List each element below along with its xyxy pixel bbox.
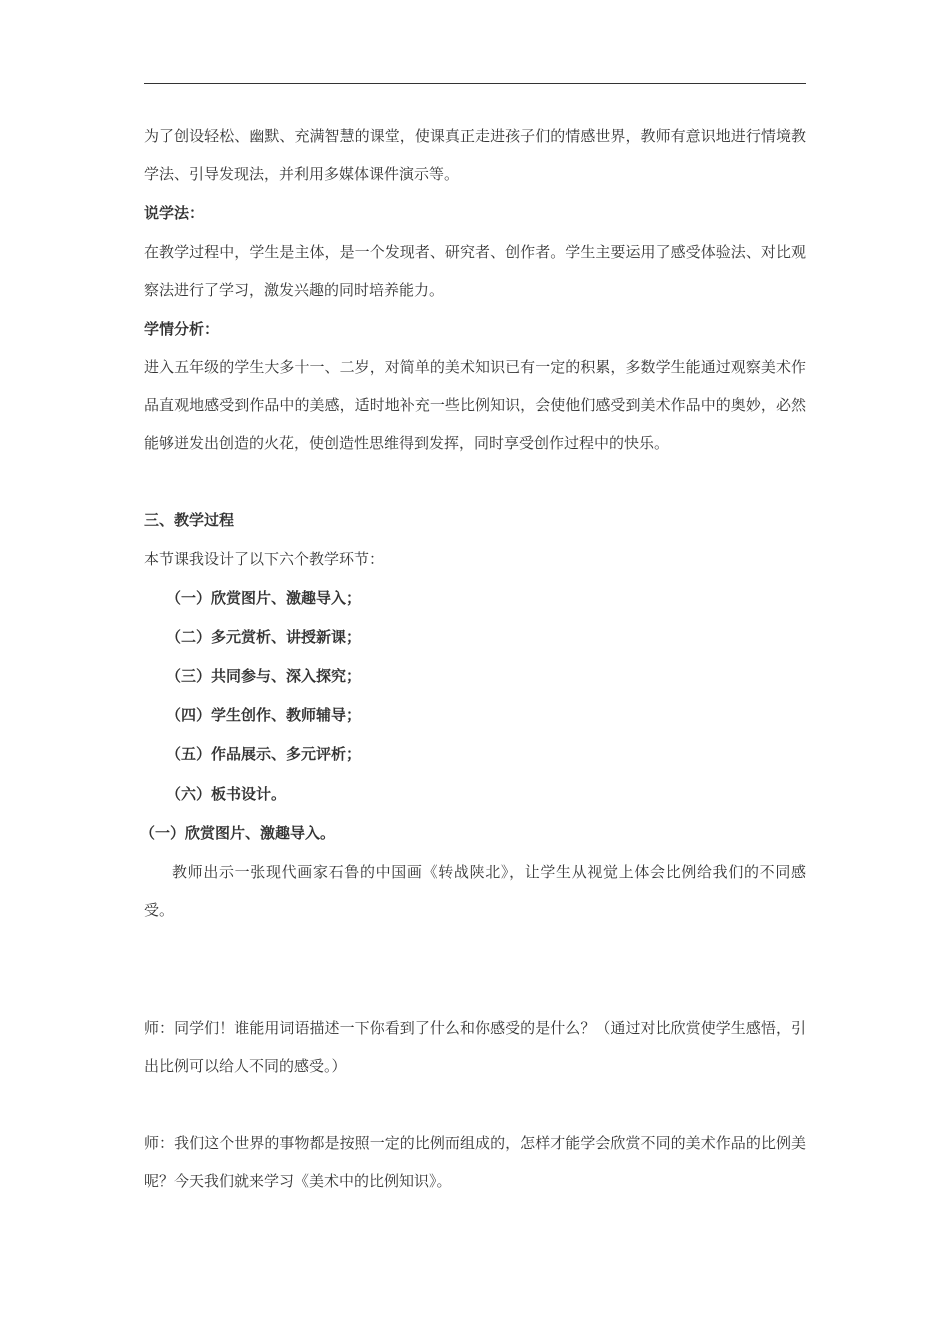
step-item-1: （一）欣赏图片、激趣导入； bbox=[166, 589, 362, 607]
process-heading: 三、教学过程 bbox=[144, 511, 235, 529]
teacher-line-1: 师：同学们！谁能用词语描述一下你看到了什么和你感受的是什么？（通过对比欣赏使学生感悟，引出比例可以给人不同的感受。） bbox=[144, 1019, 806, 1075]
teacher-line-2: 师：我们这个世界的事物都是按照一定的比例而组成的，怎样才能学会欣赏不同的美术作品的比例美呢？今天我们就来学习《美术中的比例知识》。 bbox=[144, 1134, 806, 1190]
step-item-2: （二）多元赏析、讲授新课； bbox=[166, 628, 362, 646]
step1-heading: （一）欣赏图片、激趣导入。 bbox=[140, 824, 336, 842]
study-method-paragraph: 在教学过程中，学生是主体，是一个发现者、研究者、创作者。学生主要运用了感受体验法、对比观察法进行了学习，激发兴趣的同时培养能力。 bbox=[144, 243, 806, 299]
learner-analysis-paragraph: 进入五年级的学生大多十一、二岁，对简单的美术知识已有一定的积累，多数学生能通过观察美术作品直观地感受到作品中的美感，适时地补充一些比例知识，会使他们感受到美术作品中的奥妙，必然能够迸发出创造的火花，使创造性思维得到发挥，同时享受创作过程中的快乐。 bbox=[144, 358, 806, 452]
step-item-5: （五）作品展示、多元评析； bbox=[166, 745, 362, 763]
study-method-heading: 说学法： bbox=[144, 204, 205, 222]
step1-paragraph: 教师出示一张现代画家石鲁的中国画《转战陕北》，让学生从视觉上体会比例给我们的不同感受。 bbox=[144, 863, 806, 919]
teaching-method-paragraph: 为了创设轻松、幽默、充满智慧的课堂，使课真正走进孩子们的情感世界，教师有意识地进行情境教学法、引导发现法，并利用多媒体课件演示等。 bbox=[144, 127, 806, 183]
process-intro: 本节课我设计了以下六个教学环节： bbox=[144, 550, 385, 568]
step-item-4: （四）学生创作、教师辅导； bbox=[166, 706, 362, 724]
step-item-6: （六）板书设计。 bbox=[166, 785, 287, 803]
header-rule bbox=[144, 83, 806, 84]
step-item-3: （三）共同参与、深入探究； bbox=[166, 667, 362, 685]
learner-analysis-heading: 学情分析： bbox=[144, 320, 220, 338]
